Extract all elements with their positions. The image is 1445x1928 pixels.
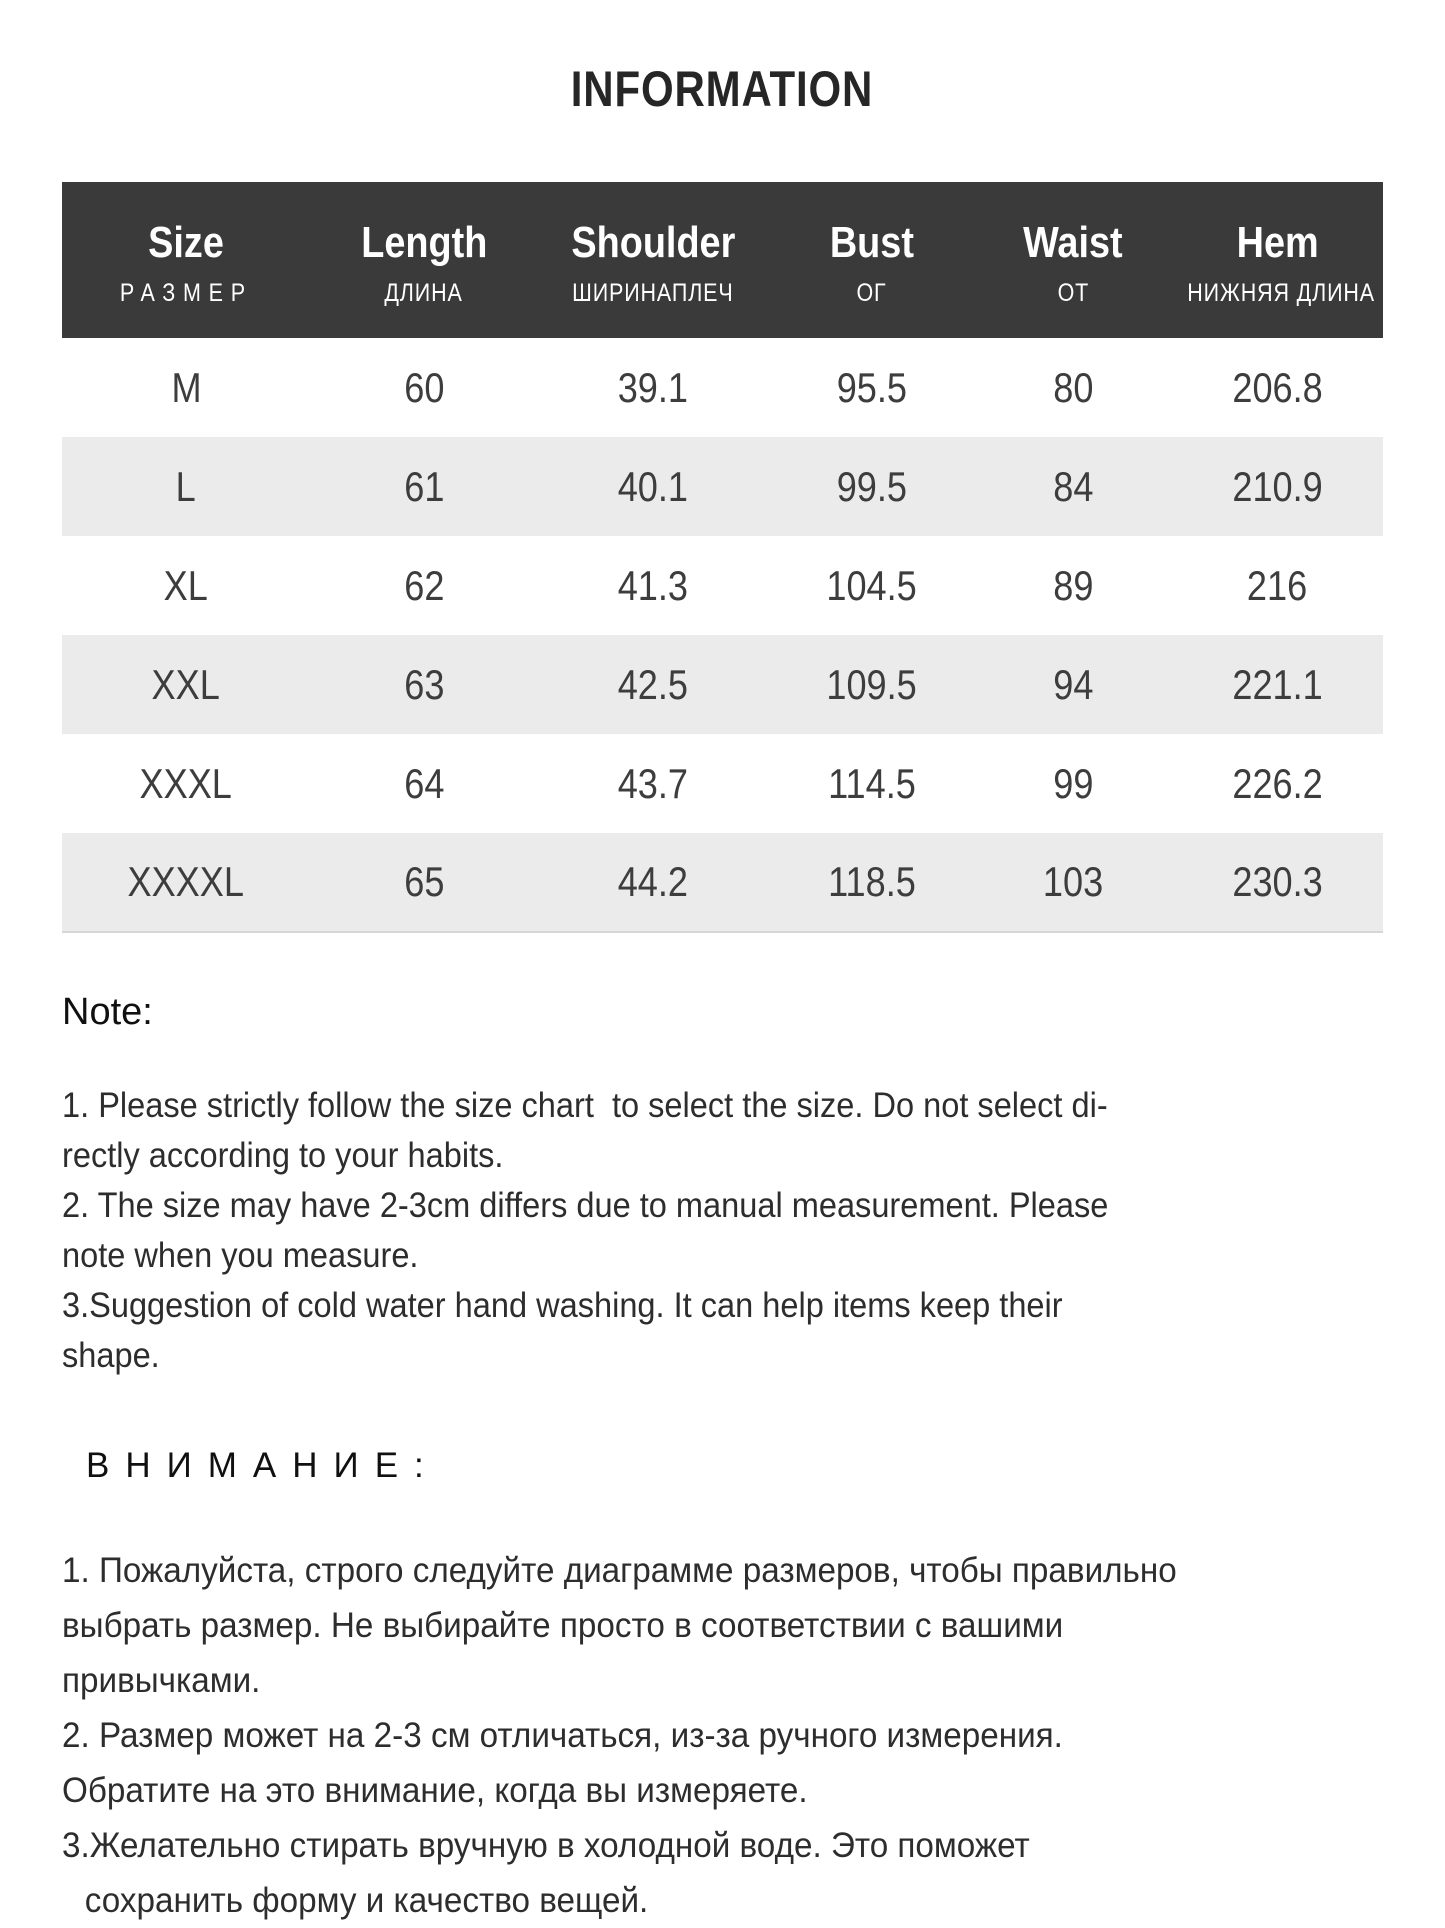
size-label: XL (164, 561, 209, 609)
waist-cell (975, 536, 1172, 635)
cell-value: 99 (1053, 759, 1094, 807)
cell-value: 95.5 (836, 363, 907, 411)
hem-cell (1172, 437, 1383, 536)
page-title (62, 58, 1383, 120)
cell-value: 44.2 (617, 858, 689, 905)
column-header-en (975, 212, 1172, 274)
length-cell (310, 338, 537, 437)
size-cell (62, 536, 310, 635)
cell-value: 63 (403, 660, 445, 708)
shoulder-cell (538, 437, 769, 536)
column-header-ru-text: ШИРИНАПЛЕЧ (572, 279, 734, 307)
cell-value: 226.2 (1232, 759, 1323, 807)
shoulder-cell (538, 338, 769, 437)
column-header-en-text: Size (148, 218, 225, 267)
column-header-en-text: Shoulder (571, 218, 736, 267)
size-cell (62, 635, 310, 734)
note-line: привычками. (62, 1661, 261, 1700)
cell-value: 206.8 (1232, 363, 1323, 411)
table-row-l (62, 437, 1383, 536)
column-header-ru (769, 274, 975, 312)
size-cell (62, 338, 310, 437)
column-header-ru-text: ОГ (856, 279, 887, 307)
shoulder-cell (538, 536, 769, 635)
hem-cell (1172, 635, 1383, 734)
hem-cell (1172, 338, 1383, 437)
column-header-ru-text: НИЖНЯЯ ДЛИНА (1186, 279, 1375, 307)
cell-value: 216 (1247, 561, 1308, 609)
waist-cell (975, 734, 1172, 833)
cell-value: 109.5 (826, 660, 917, 708)
notes-ru-body (62, 1543, 1383, 1928)
length-cell (310, 833, 537, 932)
cell-value: 80 (1053, 363, 1094, 411)
column-header-size (62, 182, 310, 338)
bust-cell (769, 536, 975, 635)
page-title-text: INFORMATION (571, 61, 874, 117)
waist-cell (975, 635, 1172, 734)
cell-value: 230.3 (1232, 858, 1323, 905)
column-header-en (769, 212, 975, 274)
column-header-waist (975, 182, 1172, 338)
waist-cell (975, 338, 1172, 437)
length-cell (310, 437, 537, 536)
column-header-hem (1172, 182, 1383, 338)
cell-value: 84 (1053, 462, 1094, 510)
column-header-ru (538, 274, 769, 312)
note-line: shape. (62, 1336, 160, 1375)
column-header-en-text: Length (360, 218, 488, 267)
note-line: выбрать размер. Не выбирайте просто в соответствии с вашими (62, 1606, 1064, 1645)
notes-en-heading: Note: (62, 991, 153, 1033)
size-label: M (171, 363, 202, 411)
cell-value: 99.5 (836, 462, 907, 510)
note-line: 2. Размер может на 2-3 см отличаться, из-за ручного измерения. (62, 1716, 1063, 1755)
cell-value: 114.5 (827, 759, 916, 807)
column-header-en (310, 212, 537, 274)
cell-value: 62 (403, 561, 445, 609)
note-line: Обратите на это внимание, когда вы измеряете. (62, 1771, 808, 1810)
table-row-xxxxl (62, 833, 1383, 932)
column-header-ru (1172, 274, 1383, 312)
table-row-m (62, 338, 1383, 437)
note-line: 3.Suggestion of cold water hand washing. It can help items keep their (62, 1286, 1063, 1325)
cell-value: 40.1 (617, 462, 689, 510)
waist-cell (975, 833, 1172, 932)
bust-cell (769, 338, 975, 437)
size-label: XXXXL (127, 858, 245, 905)
hem-cell (1172, 734, 1383, 833)
cell-value: 89 (1053, 561, 1094, 609)
cell-value: 103 (1043, 858, 1104, 905)
cell-value: 94 (1053, 660, 1094, 708)
size-cell (62, 833, 310, 932)
table-row-xxl (62, 635, 1383, 734)
column-header-shoulder (538, 182, 769, 338)
cell-value: 221.1 (1232, 660, 1323, 708)
column-header-ru-text: ОТ (1057, 279, 1089, 307)
bust-cell (769, 833, 975, 932)
column-header-bust (769, 182, 975, 338)
note-line: 1. Please strictly follow the size chart to select the size. Do not select di- (62, 1086, 1108, 1125)
cell-value: 60 (403, 363, 445, 411)
bust-cell (769, 635, 975, 734)
shoulder-cell (538, 734, 769, 833)
note-line: 3.Желательно стирать вручную в холодной воде. Это поможет (62, 1826, 1030, 1865)
cell-value: 41.3 (617, 561, 689, 609)
column-header-en-text: Bust (829, 218, 914, 267)
note-line: 1. Пожалуйста, строго следуйте диаграмме размеров, чтобы правильно (62, 1551, 1177, 1590)
column-header-ru (310, 274, 537, 312)
table-row-xl (62, 536, 1383, 635)
bust-cell (769, 437, 975, 536)
note-line: сохранить форму и качество вещей. (84, 1881, 649, 1920)
cell-value: 210.9 (1232, 462, 1323, 510)
size-table (62, 182, 1383, 933)
size-label: XXL (152, 660, 221, 708)
column-header-en (1172, 212, 1383, 274)
cell-value: 42.5 (617, 660, 689, 708)
size-label: XXXL (139, 759, 233, 807)
notes-ru-section (62, 1443, 1383, 1928)
table-header-row (62, 182, 1383, 338)
notes-en-section (62, 989, 1383, 1381)
cell-value: 43.7 (617, 759, 689, 807)
column-header-length (310, 182, 537, 338)
notes-en-body (62, 1081, 1383, 1381)
shoulder-cell (538, 833, 769, 932)
notes-ru-heading: ВНИМАНИЕ: (86, 1446, 440, 1485)
length-cell (310, 734, 537, 833)
column-header-ru (975, 274, 1172, 312)
length-cell (310, 536, 537, 635)
shoulder-cell (538, 635, 769, 734)
note-line: note when you measure. (62, 1236, 419, 1275)
size-cell (62, 734, 310, 833)
column-header-en (62, 212, 310, 274)
column-header-en (538, 212, 769, 274)
waist-cell (975, 437, 1172, 536)
note-line: 2. The size may have 2-3cm differs due to manual measurement. Please (62, 1186, 1109, 1225)
cell-value: 118.5 (827, 858, 916, 905)
column-header-en-text: Hem (1236, 218, 1319, 267)
column-header-ru-text: ДЛИНА (384, 279, 464, 307)
bust-cell (769, 734, 975, 833)
column-header-ru-text: РАЗМЕР (119, 279, 253, 307)
length-cell (310, 635, 537, 734)
hem-cell (1172, 536, 1383, 635)
table-row-xxxl (62, 734, 1383, 833)
size-cell (62, 437, 310, 536)
size-label: L (176, 462, 197, 510)
note-line: rectly according to your habits. (62, 1136, 504, 1175)
hem-cell (1172, 833, 1383, 932)
cell-value: 65 (403, 858, 445, 905)
column-header-ru (62, 274, 310, 312)
cell-value: 64 (403, 759, 445, 807)
cell-value: 39.1 (617, 363, 689, 411)
cell-value: 104.5 (826, 561, 917, 609)
column-header-en-text: Waist (1023, 218, 1123, 267)
cell-value: 61 (403, 462, 445, 510)
